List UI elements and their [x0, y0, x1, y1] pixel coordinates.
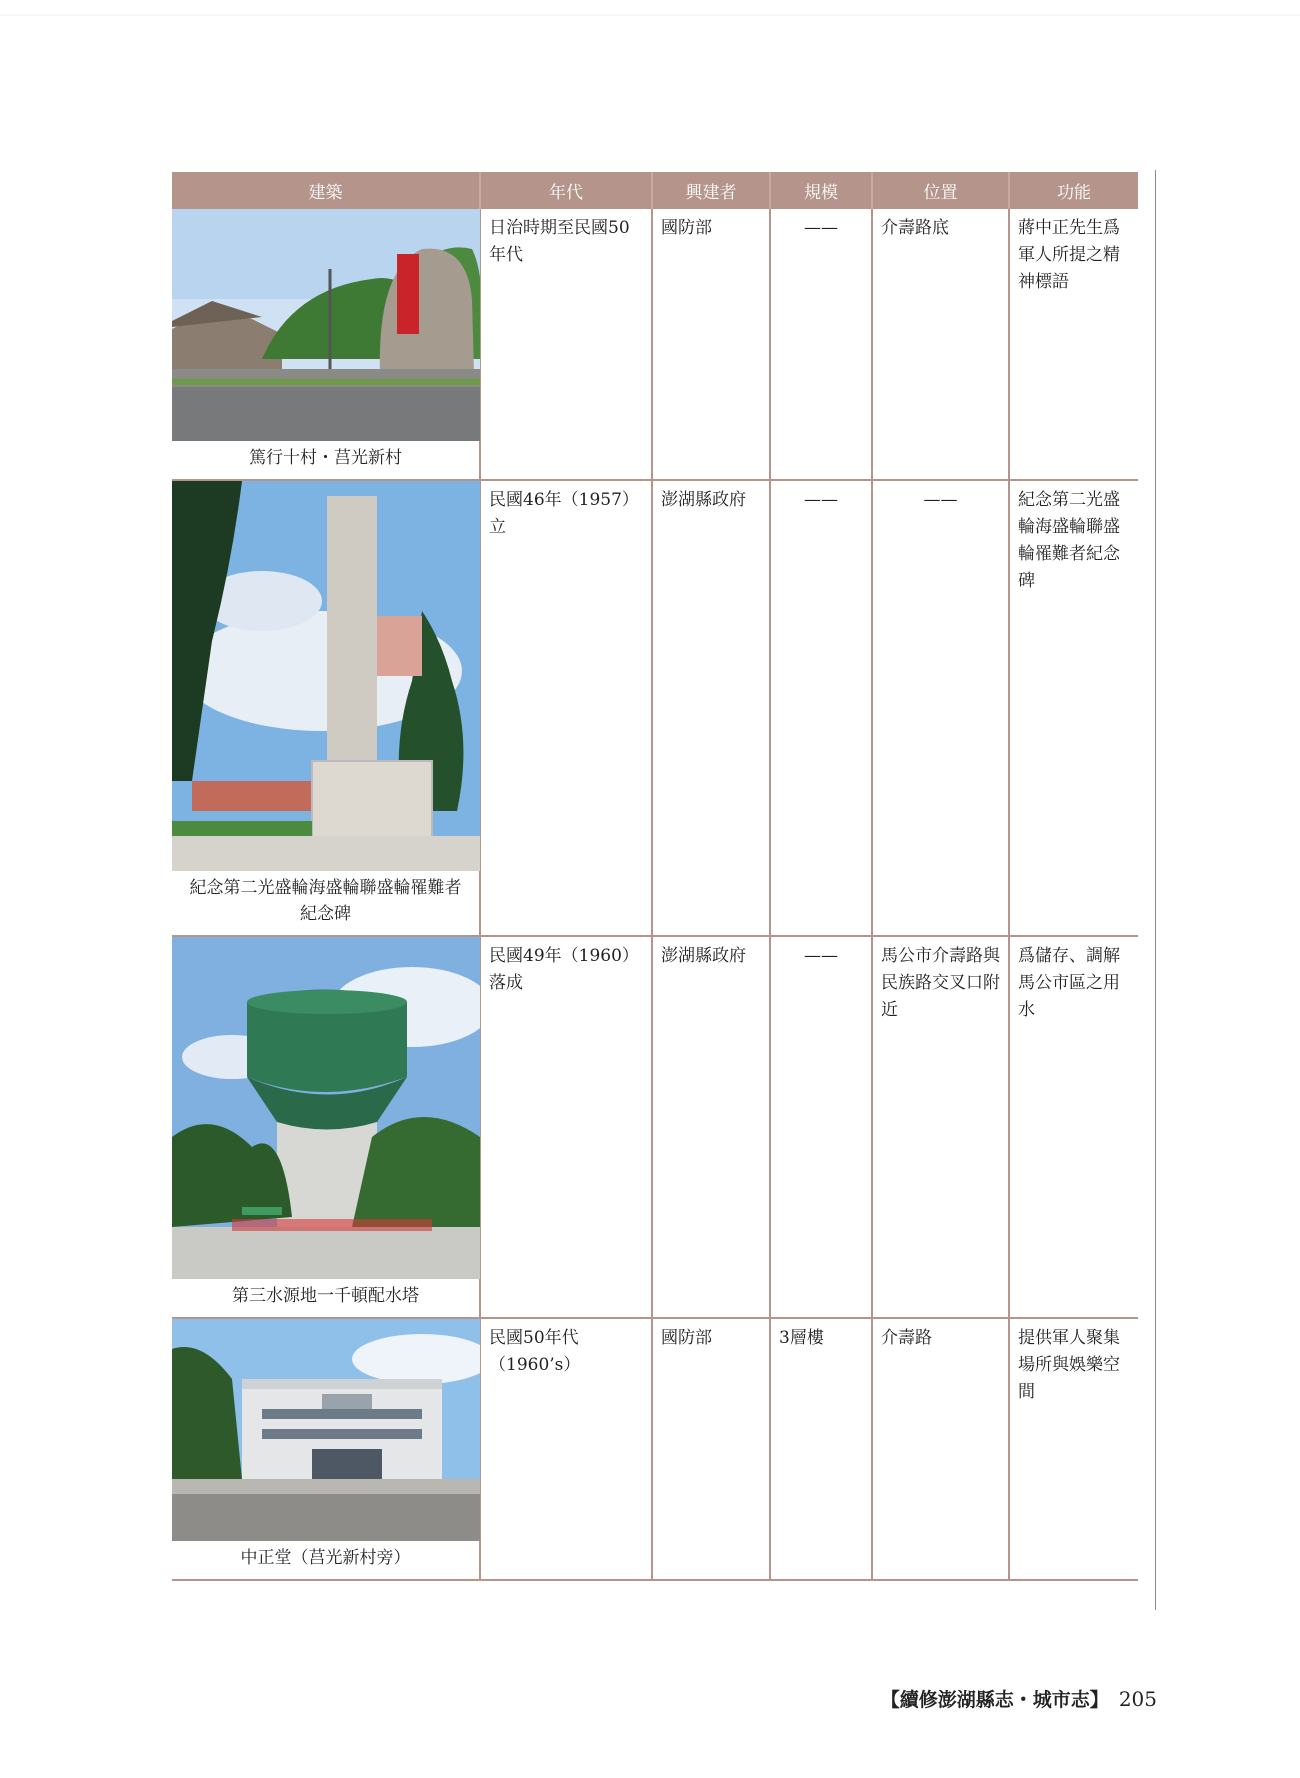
era-cell: 民國49年（1960）落成 — [480, 936, 652, 1318]
function-cell: 爲儲存、調解馬公市區之用水 — [1009, 936, 1138, 1318]
page-footer — [881, 1685, 1157, 1712]
photo-caption: 第三水源地一千頓配水塔 — [232, 1286, 419, 1306]
photo-caption: 中正堂（莒光新村旁） — [240, 1548, 411, 1568]
photo-caption: 篤行十村・莒光新村 — [249, 448, 402, 468]
location-cell: 馬公市介壽路與民族路交叉口附近 — [872, 936, 1009, 1318]
builder-cell: 澎湖縣政府 — [652, 936, 770, 1318]
photo-caption: 紀念第二光盛輪海盛輪聯盛輪罹難者紀念碑 — [189, 878, 462, 924]
margin-rule — [1155, 170, 1156, 1610]
function-cell: 提供軍人聚集場所與娛樂空間 — [1009, 1318, 1138, 1580]
scale-cell: —— — [770, 209, 872, 480]
building-cell — [172, 209, 480, 480]
era-cell: 民國50年代（1960’s） — [480, 1318, 652, 1580]
table-row — [172, 209, 1138, 480]
column-header-builder: 興建者 — [652, 172, 770, 209]
location-cell: 介壽路底 — [872, 209, 1009, 480]
buildings-table — [172, 172, 1138, 1581]
era-cell: 民國46年（1957）立 — [480, 480, 652, 936]
book-title: 【續修澎湖縣志・城市志】 — [880, 1689, 1109, 1711]
column-header-scale: 規模 — [770, 172, 872, 209]
builder-cell: 國防部 — [652, 1318, 770, 1580]
table-row — [172, 936, 1138, 1318]
photo-village-slogan-rock — [172, 209, 480, 441]
function-cell: 紀念第二光盛輪海盛輪聯盛輪罹難者紀念碑 — [1009, 480, 1138, 936]
table-row — [172, 1318, 1138, 1580]
column-header-era: 年代 — [480, 172, 652, 209]
top-rule — [0, 14, 1300, 16]
era-cell: 日治時期至民國50年代 — [480, 209, 652, 480]
builder-cell: 國防部 — [652, 209, 770, 480]
builder-cell: 澎湖縣政府 — [652, 480, 770, 936]
location-cell: —— — [872, 480, 1009, 936]
location-cell: 介壽路 — [872, 1318, 1009, 1580]
scale-cell: —— — [770, 936, 872, 1318]
building-cell — [172, 936, 480, 1318]
function-cell: 蔣中正先生爲軍人所提之精神標語 — [1009, 209, 1138, 480]
column-header-building: 建築 — [172, 172, 480, 209]
photo-chung-cheng-hall — [172, 1319, 480, 1541]
scale-cell: —— — [770, 480, 872, 936]
page-number: 205 — [1118, 1687, 1157, 1711]
column-header-location: 位置 — [872, 172, 1009, 209]
photo-water-tower — [172, 937, 480, 1279]
column-header-function: 功能 — [1009, 172, 1138, 209]
table-header-row — [172, 172, 1138, 209]
photo-memorial-monument — [172, 481, 480, 871]
scale-cell: 3層樓 — [770, 1318, 872, 1580]
table-row — [172, 480, 1138, 936]
building-cell — [172, 1318, 480, 1580]
building-cell — [172, 480, 480, 936]
